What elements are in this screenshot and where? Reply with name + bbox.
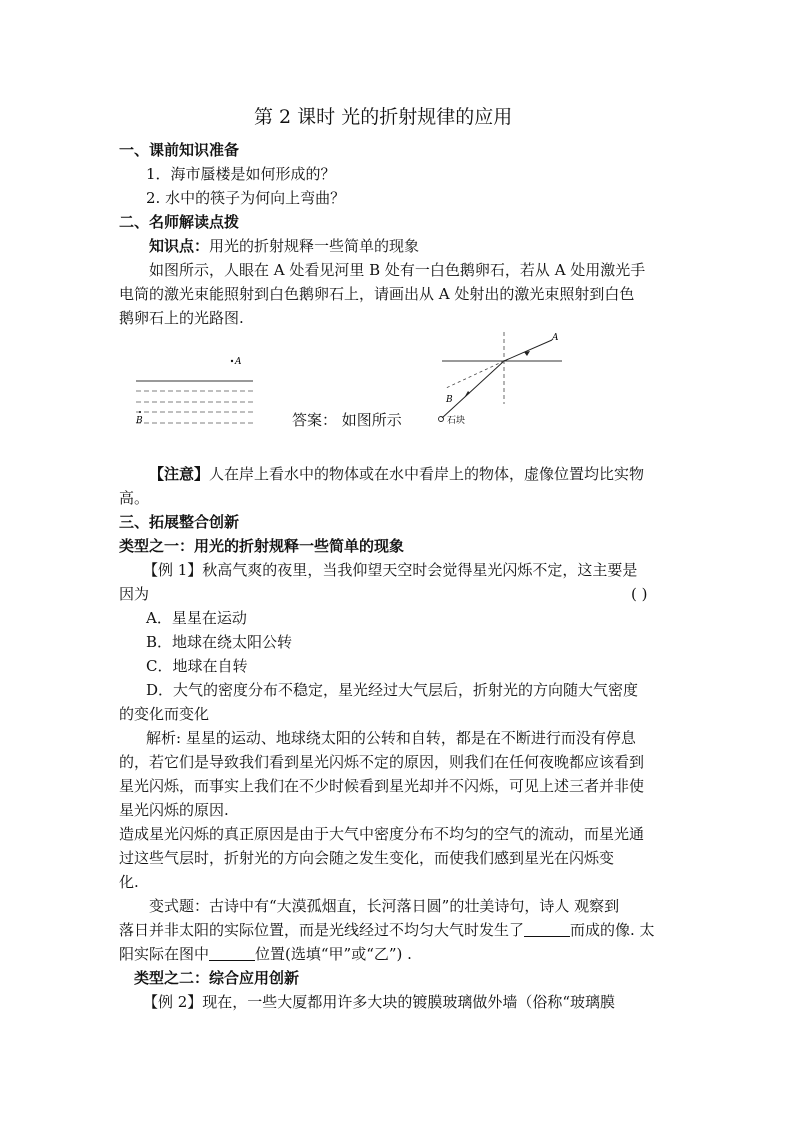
- stone-icon: [439, 417, 444, 422]
- knowledge-point-label: 知识点：: [149, 237, 210, 255]
- label-a: A: [552, 333, 559, 343]
- option-b: B．地球在绕太阳公转: [146, 633, 293, 651]
- example1-line-2: 因为: [119, 585, 150, 603]
- virtual-image-ray: [446, 361, 504, 388]
- knowledge-point: [149, 234, 419, 258]
- example1-line-1: 【例 1】秋高气爽的夜里，当我仰望天空时会觉得星光闪烁不定，这主要是: [143, 561, 638, 579]
- note-line-1: [149, 462, 644, 486]
- figure-river: [130, 350, 260, 430]
- section1-heading: 一、课前知识准备: [119, 141, 240, 159]
- type2-heading: 类型之二：综合应用创新: [134, 969, 300, 987]
- option-a: A．星星在运动: [146, 609, 247, 627]
- label-a: A: [235, 357, 242, 367]
- answer-paren: ( ): [631, 585, 648, 603]
- variant-line-2: [119, 918, 655, 942]
- point-a-dot: [231, 360, 233, 362]
- option-c: C．地球在自转: [146, 657, 248, 675]
- arrow-icon: [464, 391, 470, 398]
- option-d-line-2: 的变化而变化: [119, 705, 210, 723]
- variant-text: 阳实际在图中: [119, 945, 210, 963]
- analysis-line-3: 星光闪烁，而事实上我们在不少时候看到星光却并不闪烁，可见上述三者并非使: [119, 777, 645, 795]
- fill-blank[interactable]: [524, 920, 570, 937]
- label-b: B: [136, 416, 143, 426]
- paragraph-line-3: 鹅卵石上的光路图.: [119, 309, 244, 327]
- refracted-ray: [442, 361, 504, 418]
- section3-heading: 三、拓展整合创新: [119, 513, 240, 531]
- analysis-line-6: 过这些气层时，折射光的方向会随之发生变化，而使我们感到星光在闪烁变: [119, 849, 615, 867]
- variant-text: 落日并非太阳的实际位置，而是光线经过不均匀大气时发生了: [119, 921, 525, 939]
- type1-heading: 类型之一：用光的折射规释一些简单的现象: [119, 537, 405, 555]
- paragraph-line-2: 电筒的激光束能照射到白色鹅卵石上，请画出从 A 处射出的激光束照射到白色: [119, 285, 635, 303]
- analysis-line-4: 星光闪烁的原因.: [119, 801, 229, 819]
- analysis-line-7: 化.: [119, 873, 139, 891]
- note-line-2: 高。: [119, 489, 150, 507]
- knowledge-point-text: 用光的折射规释一些简单的现象: [209, 237, 420, 255]
- note-text: 人在岸上看水中的物体或在水中看岸上的物体，虚像位置均比实物: [209, 465, 645, 483]
- answer-text: 答案： 如图所示: [292, 411, 402, 429]
- question-1: 1．海市蜃楼是如何形成的？: [146, 165, 336, 183]
- fill-blank[interactable]: [209, 944, 255, 961]
- question-2: 2. 水中的筷子为何向上弯曲？: [146, 189, 346, 207]
- variant-text: 位置(选填“甲”或“乙”) .: [255, 945, 412, 963]
- section2-heading: 二、名师解读点拨: [119, 213, 240, 231]
- paragraph-line-1: 如图所示，人眼在 A 处看见河里 B 处有一白色鹅卵石，若从 A 处用激光手: [149, 261, 646, 279]
- analysis-line-1: 解析: 星星的运动、地球绕太阳的公转和自转，都是在不断进行而没有停息: [146, 729, 636, 747]
- figure-answer: [430, 330, 570, 430]
- variant-text: 而成的像. 太: [570, 921, 655, 939]
- example2-line: 【例 2】现在，一些大厦都用许多大块的镀膜玻璃做外墙（俗称“玻璃膜: [143, 993, 615, 1011]
- option-d-line-1: D．大气的密度分布不稳定，星光经过大气层后，折射光的方向随大气密度: [146, 681, 639, 699]
- page-title: 第 2 课时 光的折射规律的应用: [254, 106, 513, 128]
- label-b: B: [446, 395, 453, 405]
- note-label: 【注意】: [149, 465, 210, 483]
- variant-line-1: 变式题：古诗中有“大漠孤烟直，长河落日圆”的壮美诗句，诗人 观察到: [149, 897, 620, 915]
- stone-label: 石块: [447, 416, 466, 426]
- variant-line-3: [119, 942, 412, 966]
- analysis-line-5: 造成星光闪烁的真正原因是由于大气中密度分布不均匀的空气的流动，而星光通: [119, 825, 645, 843]
- incident-ray: [504, 340, 552, 361]
- point-b-dot: [139, 411, 141, 413]
- analysis-line-2: 的，若它们是导致我们看到星光闪烁不定的原因，则我们在任何夜晚都应该看到: [119, 753, 645, 771]
